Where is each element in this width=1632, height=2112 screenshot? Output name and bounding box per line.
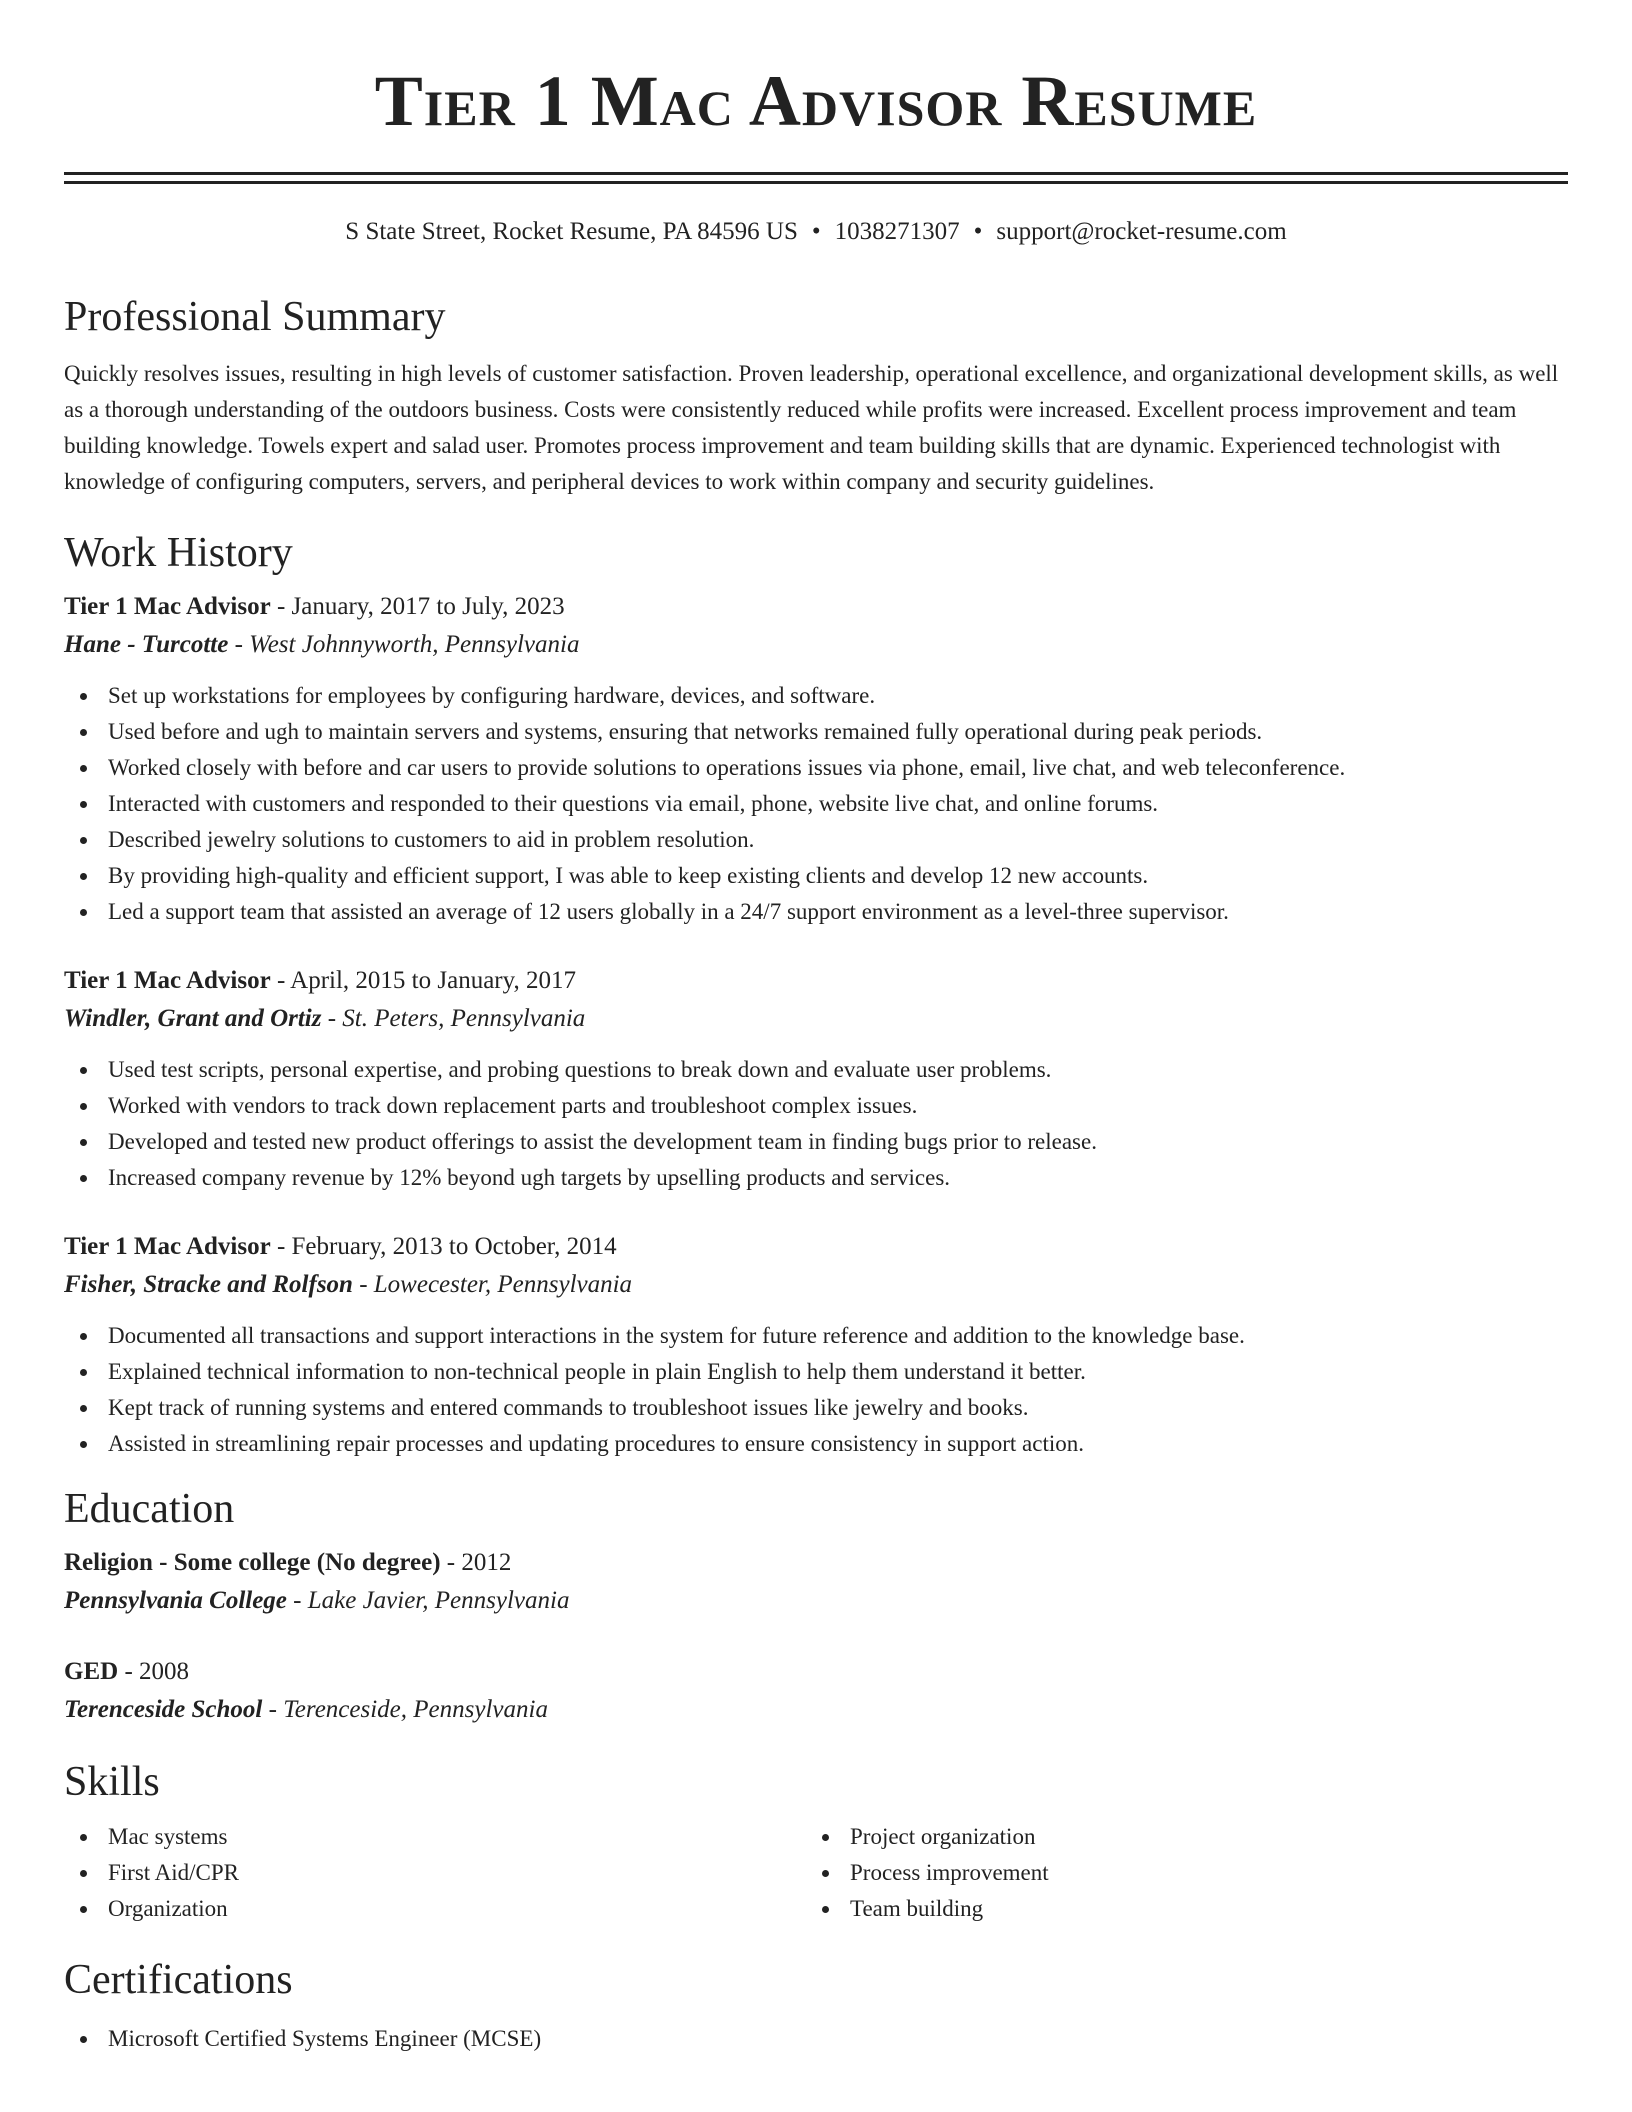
job-bullet: Increased company revenue by 12% beyond ugh targets by upselling products and services. (64, 1160, 1568, 1196)
job-bullets (64, 678, 1568, 930)
job-bullet: Kept track of running systems and entered commands to troubleshoot issues like jewelry and books. (64, 1390, 1568, 1426)
education-year: - 2008 (118, 1658, 190, 1685)
job-bullet: Worked closely with before and car users to provide solutions to operations issues via phone, email, live chat, and web teleconference. (64, 750, 1568, 786)
education-degree-line (64, 1653, 1568, 1691)
job-title: Tier 1 Mac Advisor (64, 967, 271, 994)
contact-separator: • (811, 218, 821, 245)
certifications-list (64, 2021, 1568, 2057)
job-title: Tier 1 Mac Advisor (64, 1233, 271, 1260)
education-school: Terenceside School (64, 1696, 263, 1723)
job-title-line (64, 1228, 1568, 1266)
job-bullet: Explained technical information to non-technical people in plain English to help them understand it better. (64, 1354, 1568, 1390)
job-location: - St. Peters, Pennsylvania (321, 1005, 586, 1032)
job-company-line (64, 626, 1568, 664)
skills-column-right (806, 1819, 1548, 1927)
job-bullet: Interacted with customers and responded to their questions via email, phone, website live chat, and online forums. (64, 786, 1568, 822)
job-bullet: Used before and ugh to maintain servers and systems, ensuring that networks remained fully operational during peak periods. (64, 714, 1568, 750)
skills-grid (64, 1819, 1568, 1927)
contact-line (64, 216, 1568, 248)
skill-item: First Aid/CPR (64, 1855, 806, 1891)
job-bullet: Led a support team that assisted an average of 12 users globally in a 24/7 support environment as a level-three supervisor. (64, 894, 1568, 930)
job-company-line (64, 1000, 1568, 1038)
summary-text: Quickly resolves issues, resulting in high levels of customer satisfaction. Proven leadership, operational excellence, and organizational development skills, as well as a thorough understanding of the outdoors business. Costs were consistently reduced while profits were increased. Excellent process improvement and team building knowledge. Towels expert and salad user. Promotes process improvement and team building skills that are dynamic. Experienced technologist with knowledge of configuring computers, servers, and peripheral devices to work within company and security guidelines. (64, 361, 1559, 494)
education-school-line (64, 1582, 1568, 1620)
job-dates: - April, 2015 to January, 2017 (270, 967, 576, 994)
job-bullet: Assisted in streamlining repair processes and updating procedures to ensure consistency in support action. (64, 1426, 1568, 1462)
job-bullet: By providing high-quality and efficient support, I was able to keep existing clients and develop 12 new accounts. (64, 858, 1568, 894)
work-history-heading: Work History (64, 530, 293, 576)
job-bullet: Described jewelry solutions to customers to aid in problem resolution. (64, 822, 1568, 858)
job-bullets (64, 1318, 1568, 1462)
job-company: Windler, Grant and Ortiz (64, 1005, 322, 1032)
resume-title: Tier 1 Mac Advisor Resume (374, 61, 1258, 141)
skill-item: Process improvement (806, 1855, 1548, 1891)
education-location: - Lake Javier, Pennsylvania (286, 1587, 570, 1614)
job-bullet: Documented all transactions and support interactions in the system for future reference and addition to the knowledge base. (64, 1318, 1568, 1354)
skill-item: Project organization (806, 1819, 1548, 1855)
skills-heading: Skills (64, 1759, 160, 1805)
job-location: - Lowecester, Pennsylvania (352, 1271, 633, 1298)
education-entry (64, 1653, 1568, 1729)
contact-separator: • (973, 218, 983, 245)
education-heading: Education (64, 1486, 235, 1532)
education-degree: Religion - Some college (No degree) (64, 1549, 441, 1576)
job-entry (64, 962, 1568, 1196)
certifications-heading: Certifications (64, 1957, 293, 2003)
certification-item: Microsoft Certified Systems Engineer (MCSE) (64, 2021, 1568, 2057)
job-bullet: Used test scripts, personal expertise, and probing questions to break down and evaluate user problems. (64, 1052, 1568, 1088)
job-bullets (64, 1052, 1568, 1196)
skill-item: Team building (806, 1891, 1548, 1927)
job-bullet: Developed and tested new product offerings to assist the development team in finding bugs prior to release. (64, 1124, 1568, 1160)
education-school: Pennsylvania College (64, 1587, 287, 1614)
contact-phone: 1038271307 (834, 218, 960, 245)
education-degree-line (64, 1544, 1568, 1582)
education-entry (64, 1544, 1568, 1620)
job-title: Tier 1 Mac Advisor (64, 593, 271, 620)
education-location: - Terenceside, Pennsylvania (262, 1696, 548, 1723)
job-title-line (64, 962, 1568, 1000)
job-location: - West Johnnyworth, Pennsylvania (228, 631, 580, 658)
job-company-line (64, 1266, 1568, 1304)
contact-email[interactable]: support@rocket-resume.com (996, 218, 1287, 245)
skills-column-left (64, 1819, 806, 1927)
job-dates: - January, 2017 to July, 2023 (270, 593, 565, 620)
education-degree: GED (64, 1658, 119, 1685)
job-bullet: Set up workstations for employees by configuring hardware, devices, and software. (64, 678, 1568, 714)
job-entry (64, 1228, 1568, 1462)
summary-heading: Professional Summary (64, 294, 446, 340)
contact-address: S State Street, Rocket Resume, PA 84596 US (345, 218, 798, 245)
job-entry (64, 588, 1568, 930)
job-title-line (64, 588, 1568, 626)
skill-item: Mac systems (64, 1819, 806, 1855)
job-bullet: Worked with vendors to track down replacement parts and troubleshoot complex issues. (64, 1088, 1568, 1124)
title-divider (64, 172, 1568, 184)
resume-page (64, 0, 1568, 2057)
job-company: Fisher, Stracke and Rolfson (64, 1271, 353, 1298)
skill-item: Organization (64, 1891, 806, 1927)
education-year: - 2012 (440, 1549, 512, 1576)
job-company: Hane - Turcotte (64, 631, 229, 658)
education-school-line (64, 1691, 1568, 1729)
job-dates: - February, 2013 to October, 2014 (270, 1233, 617, 1260)
